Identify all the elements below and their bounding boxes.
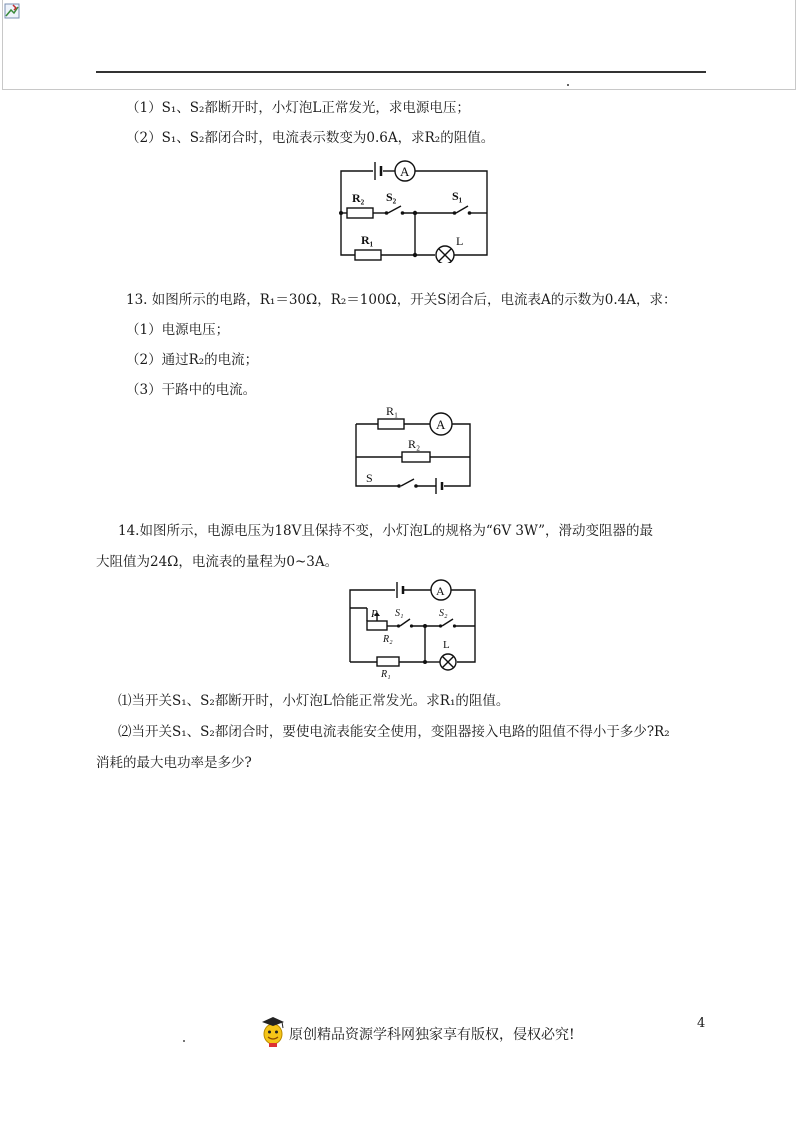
q13-part3: （3）干路中的电流。 — [126, 382, 257, 398]
q14-fig-slider-label: P — [371, 608, 378, 620]
q13-part2: （2）通过R₂的电流； — [126, 352, 259, 368]
q13-fig-r2-label: R₂ — [408, 437, 421, 451]
q14-fig-r1-label: R₁ — [381, 669, 391, 680]
broken-image-icon — [4, 3, 20, 19]
footer-copyright: 原创精品资源学科网独家享有版权，侵权必究! — [289, 1027, 575, 1043]
q12-part1: （1）S₁、S₂都断开时，小灯泡L正常发光，求电源电压； — [126, 100, 470, 116]
q14-part2-line2: 消耗的最大电功率是多少? — [96, 755, 252, 771]
header-dot — [567, 84, 569, 86]
q14-fig-s2-label: S₂ — [439, 608, 448, 619]
q13-fig-ammeter-label: A — [436, 417, 446, 432]
q14-circuit-figure — [345, 578, 480, 680]
footer-dot — [183, 1040, 185, 1042]
q14-fig-s1-label: S₁ — [395, 608, 404, 619]
page-number: 4 — [697, 1016, 706, 1031]
q14-stem-line1: 14.如图所示，电源电压为18V且保持不变，小灯泡L的规格为“6V 3W”，滑动变阻器的最 — [118, 523, 654, 539]
q14-part2-line1: ⑵当开关S₁、S₂都闭合时，要使电流表能安全使用，变阻器接入电路的阻值不得小于多少?R₂ — [118, 724, 670, 740]
q12-fig-r2-label: R₂ — [352, 191, 365, 205]
q12-fig-s1-label: S₁ — [452, 189, 463, 203]
q12-fig-lamp-label: L — [456, 234, 464, 248]
header-rule — [96, 71, 706, 73]
q14-fig-ammeter-label: A — [436, 584, 445, 598]
q14-fig-lamp-label: L — [443, 639, 450, 651]
q13-part1: （1）电源电压； — [126, 322, 230, 338]
q13-circuit-figure — [350, 400, 480, 498]
mascot-logo-icon — [258, 1016, 288, 1048]
q14-part1: ⑴当开关S₁、S₂都断开时，小灯泡L恰能正常发光。求R₁的阻值。 — [118, 693, 510, 709]
q12-circuit-figure — [335, 155, 500, 263]
q14-stem-line2: 大阻值为24Ω，电流表的量程为0~3A。 — [96, 554, 339, 570]
q13-fig-switch-label: S — [366, 471, 373, 485]
q14-fig-r2-label: R₂ — [383, 634, 393, 645]
q13-stem: 13. 如图所示的电路，R₁＝30Ω，R₂＝100Ω，开关S闭合后，电流表A的示数为0.4A，求： — [126, 292, 677, 308]
q12-fig-ammeter-label: A — [400, 164, 410, 179]
q12-part2: （2）S₁、S₂都闭合时，电流表示数变为0.6A，求R₂的阻值。 — [126, 130, 495, 146]
header-frame — [2, 0, 796, 90]
q12-fig-s2-label: S₂ — [386, 190, 397, 204]
q13-fig-r1-label: R₁ — [386, 404, 399, 418]
q12-fig-r1-label: R₁ — [361, 233, 374, 247]
